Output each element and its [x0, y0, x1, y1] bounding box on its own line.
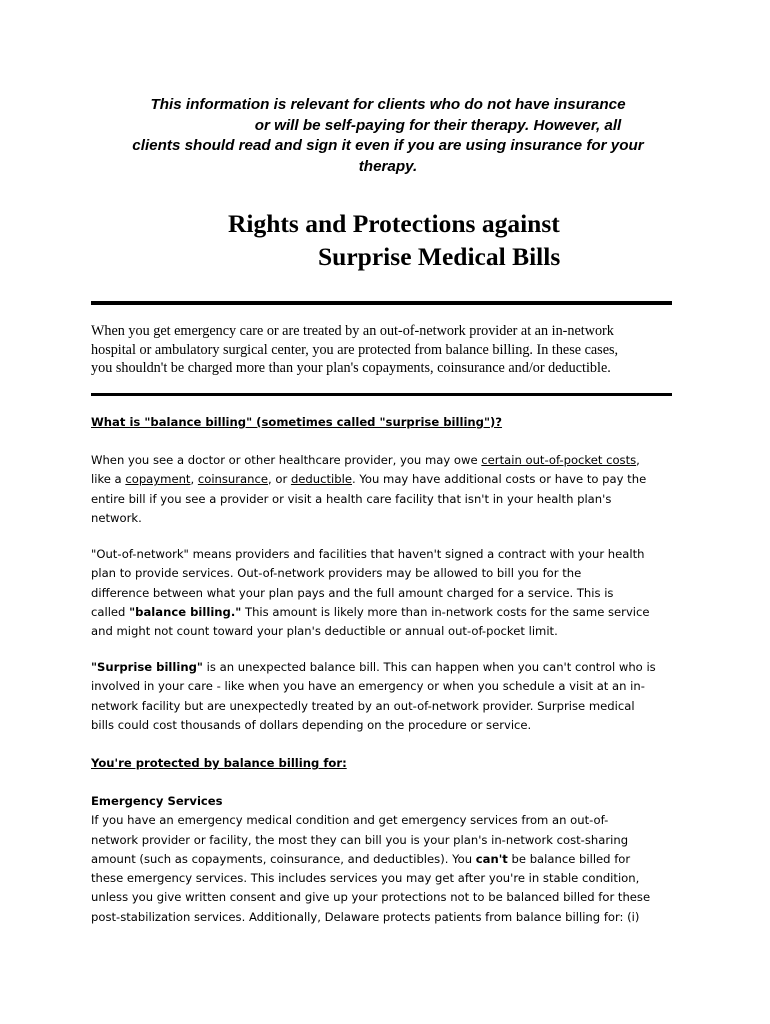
paragraph-line: [91, 470, 691, 489]
section-heading: [91, 413, 691, 432]
intro-line: This information is relevant for clients who do not have insurance: [150, 96, 626, 113]
paragraph-line: "Out-of-network" means providers and facilities that haven't signed a contract with your health: [91, 547, 645, 561]
lead-line: hospital or ambulatory surgical center, you are protected from balance billing. In these cases,: [91, 341, 619, 358]
paragraph-line: entire bill if you see a provider or visit a health care facility that isn't in your health plan's: [91, 491, 612, 506]
text: amount (such as copayments, coinsurance, and deductibles). You: [91, 851, 476, 866]
paragraph-line: unless you give written consent and give up your protections not to be balanced billed for these: [91, 890, 651, 905]
text: ,: [190, 472, 198, 487]
cant-emphasis: can't: [475, 851, 508, 866]
lead-line: When you get emergency care or are treated by an out-of-network provider at an in-network: [91, 323, 614, 339]
text: like a: [91, 472, 126, 487]
coinsurance-link[interactable]: coinsurance: [197, 472, 269, 487]
intro-line: therapy.: [358, 158, 418, 176]
text: , or: [268, 472, 291, 487]
paragraph-line: involved in your care - like when you have an emergency or when you schedule a visit at an in-: [91, 679, 645, 694]
protections-heading: You're protected by balance billing for:: [91, 756, 347, 770]
paragraph-line: bills could cost thousands of dollars depending on the procedure or service.: [91, 717, 532, 732]
intro-notice: [88, 95, 688, 178]
intro-line: clients should read and sign it even if you are using insurance for your: [132, 137, 644, 155]
paragraph: [91, 658, 691, 735]
out-of-pocket-costs-link[interactable]: certain out-of-pocket costs: [481, 453, 637, 467]
divider: [91, 301, 672, 305]
paragraph-line: and might not count toward your plan's deductible or annual out-of-pocket limit.: [91, 624, 558, 639]
balance-billing-heading: What is "balance billing" (sometimes called "surprise billing")?: [91, 415, 503, 429]
text: ,: [636, 453, 640, 467]
divider: [91, 393, 672, 396]
text: . You may have additional costs or have to pay the: [352, 472, 647, 487]
paragraph-line: [91, 603, 691, 622]
paragraph-line: [91, 658, 691, 677]
deductible-link[interactable]: deductible: [290, 472, 352, 487]
lead-paragraph: [91, 322, 681, 378]
text: called: [91, 604, 130, 619]
paragraph-line: network provider or facility, the most they can bill you is your plan's in-network cost-sharing: [91, 832, 629, 847]
intro-line: or will be self-paying for their therapy. However, all: [254, 116, 622, 134]
paragraph-line: plan to provide services. Out-of-network providers may be allowed to bill you for the: [91, 566, 582, 581]
paragraph-line: post-stabilization services. Additionally, Delaware protects patients from balance billing for: (i): [91, 909, 640, 924]
paragraph-line: [91, 850, 691, 869]
balance-billing-term: "balance billing.": [129, 604, 242, 619]
paragraph-line: these emergency services. This includes services you may get after you're in stable condition,: [91, 871, 640, 886]
surprise-billing-term: "Surprise billing": [91, 660, 203, 674]
paragraph: [91, 792, 691, 927]
paragraph-line: network.: [91, 510, 142, 525]
paragraph: [91, 545, 691, 641]
emergency-services-subheading: Emergency Services: [91, 794, 223, 808]
lead-line: you shouldn't be charged more than your plan's copayments, coinsurance and/or deductible.: [91, 360, 611, 377]
text: be balance billed for: [507, 851, 631, 866]
paragraph-line: [91, 451, 691, 470]
section-heading: [91, 754, 691, 773]
text: When you see a doctor or other healthcare provider, you may owe: [91, 453, 482, 467]
paragraph-line: If you have an emergency medical condition and get emergency services from an out-of-: [91, 813, 609, 828]
paragraph: [91, 451, 691, 528]
page-title: Rights and Protections against: [228, 209, 560, 238]
page-title-line2: Surprise Medical Bills: [318, 242, 561, 271]
paragraph-line: network facility but are unexpectedly treated by an out-of-network provider. Surprise medical: [91, 698, 635, 713]
text: is an unexpected balance bill. This can happen when you can't control who is: [202, 660, 656, 674]
copayment-link[interactable]: copayment: [125, 472, 191, 487]
paragraph-line: difference between what your plan pays and the full amount charged for a service. This is: [91, 585, 614, 600]
text: This amount is likely more than in-network costs for the same service: [241, 604, 650, 619]
